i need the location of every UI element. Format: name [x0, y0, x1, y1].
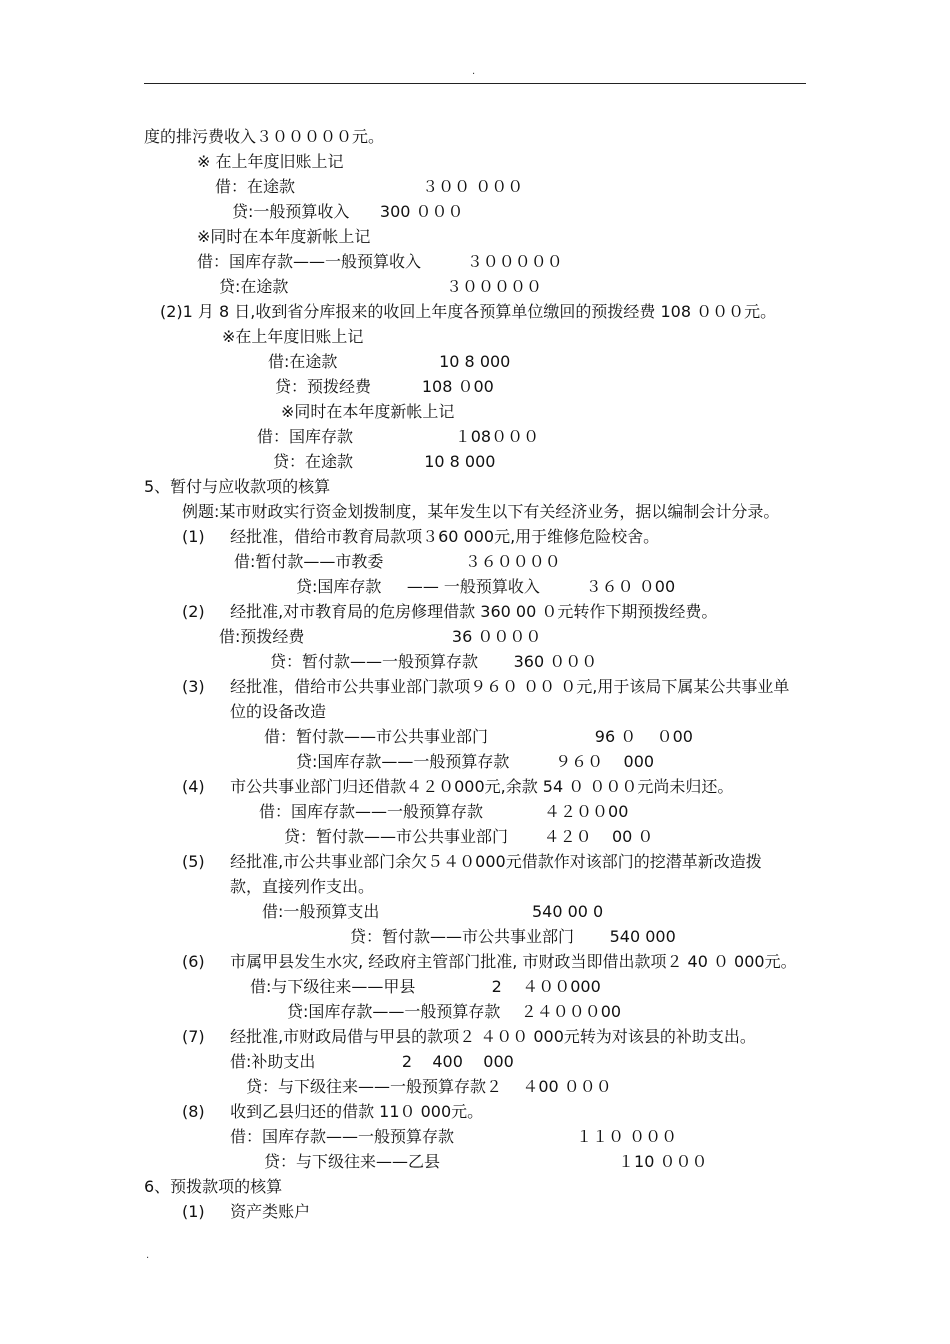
text-line: 例题:某市财政实行资金划拨制度，某年发生以下有关经济业务，据以编制会计分录。	[182, 502, 780, 521]
section-heading: 5、暂付与应收款项的核算	[144, 477, 331, 496]
text-line: 借：国库存款——一般预算收入 ３０００００	[197, 252, 563, 271]
text-line: 贷：暂付款——一般预算存款 360 ０００	[270, 652, 598, 671]
text-line: ※同时在本年度新帐上记	[197, 227, 371, 246]
text-line: 款，直接列作支出。	[230, 877, 375, 896]
list-item: (8) 收到乙县归还的借款 11０ 000元。	[182, 1102, 484, 1121]
text-line: 贷:一般预算收入 300 ０００	[232, 202, 464, 221]
text-line: 借:暂付款——市教委 ３６００００	[234, 552, 561, 571]
text-line: 度的排污费收入３０００００元。	[144, 127, 385, 146]
text-line: 贷:国库存款——一般预算存款 ２４０００00	[287, 1002, 622, 1021]
text-line: 借：国库存款 １08０００	[257, 427, 540, 446]
text-line: 位的设备改造	[230, 702, 327, 721]
footer-mark: .	[146, 1250, 150, 1261]
text-line: 贷：暂付款——市公共事业部门 ４２０ 00 ０	[284, 827, 654, 846]
text-line: 借：在途款 ３００ ０００	[215, 177, 524, 196]
text-line: ※ 在上年度旧账上记	[197, 152, 344, 171]
list-item: (1) 资产类账户	[182, 1202, 311, 1221]
text-line: 贷：与下级往来——乙县 １10 ０００	[264, 1152, 708, 1171]
text-line: 贷:在途款 ３０００００	[219, 277, 543, 296]
text-line: (2)1 月 8 日,收到省分库报来的收回上年度各预算单位缴回的预拨经费 108 ０００元。	[160, 302, 777, 321]
header-mark: .	[472, 66, 476, 77]
text-line: 贷：与下级往来——一般预算存款２ ４00 ０００	[246, 1077, 612, 1096]
section-heading: 6、预拨款项的核算	[144, 1177, 283, 1196]
text-line: ※同时在本年度新帐上记	[281, 402, 455, 421]
list-item: (3) 经批准，借给市公共事业部门款项９６０ ００ ０元,用于该局下属某公共事业单	[182, 677, 790, 696]
list-item: (6) 市属甲县发生水灾, 经政府主管部门批准, 市财政当即借出款项２ 40 ０ 000元。	[182, 952, 797, 971]
header-rule	[144, 83, 806, 84]
text-line: 借:在途款 10 8 000	[268, 352, 511, 371]
text-line: 借：国库存款——一般预算存款 １１０ ０００	[230, 1127, 678, 1146]
text-line: 贷：在途款 10 8 000	[273, 452, 496, 471]
text-line: 借：国库存款——一般预算存款 ４２００00	[259, 802, 629, 821]
list-item: (4) 市公共事业部门归还借款４２０000元,余款 54 ０ ０００元尚未归还。	[182, 777, 734, 796]
text-line: 借:与下级往来——甲县 2 ４００000	[250, 977, 601, 996]
text-line: 借：暂付款——市公共事业部门 96 ０ ０00	[264, 727, 693, 746]
text-line: 贷：暂付款——市公共事业部门 540 000	[350, 927, 676, 946]
text-line: 借:预拨经费 36 ００００	[219, 627, 542, 646]
text-line: ※在上年度旧账上记	[222, 327, 364, 346]
list-item: (2) 经批准,对市教育局的危房修理借款 360 00 ０元转作下期预拨经费。	[182, 602, 718, 621]
list-item: (5) 经批准,市公共事业部门余欠５４０000元借款作对该部门的挖潜革新改造拨	[182, 852, 762, 871]
text-line: 贷:国库存款——一般预算存款 ９６０ 000	[296, 752, 655, 771]
text-line: 借:补助支出 2 400 000	[230, 1052, 514, 1071]
text-line: 贷：预拨经费 108 ０00	[275, 377, 494, 396]
list-item: (7) 经批准,市财政局借与甲县的款项２ ４００ 000元转为对该县的补助支出。	[182, 1027, 756, 1046]
text-line: 贷:国库存款 —— 一般预算收入 ３６０ ０00	[296, 577, 676, 596]
list-item: (1) 经批准，借给市教育局款项３60 000元,用于维修危险校舍。	[182, 527, 660, 546]
text-line: 借:一般预算支出 540 00 0	[262, 902, 604, 921]
